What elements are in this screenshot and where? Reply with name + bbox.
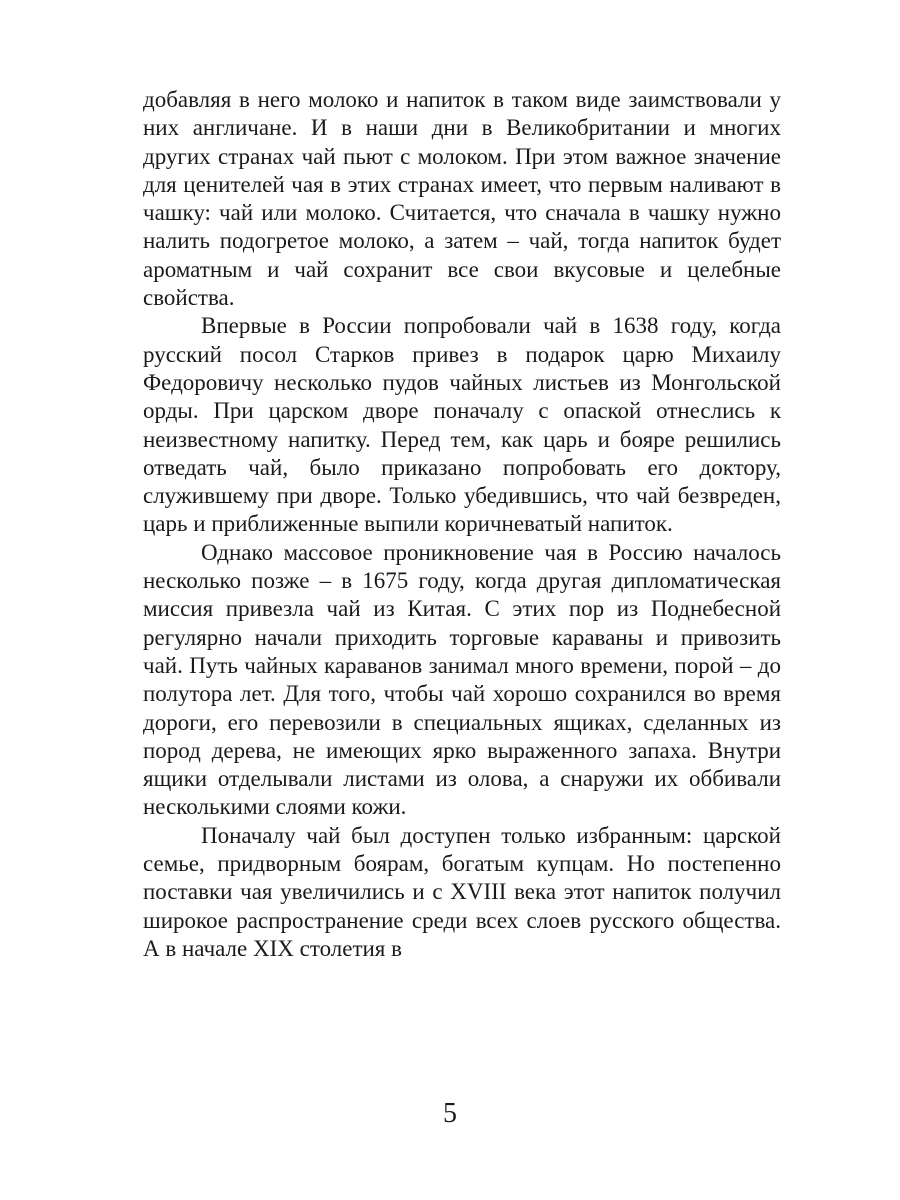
body-text bbox=[143, 86, 781, 963]
paragraph-spread: Поначалу чай был доступен только избранным: царской семье, придворным боярам, богатым купцам. Но постепенно поставки чая увеличились и с XVIII века этот напиток получил широкое распространение среди всех слоев русского общества. А в начале XIX столетия в bbox=[143, 822, 781, 961]
paragraph-continuation: добавляя в него молоко и напиток в таком виде заимствовали у них англичане. И в наши дни в Великобритании и многих других странах чай пьют с молоком. При этом важное значение для ценителей чая в этих странах имеет, что первым наливают в чашку: чай или молоко. Считается, что сначала в чашку нужно налить подогретое молоко, а затем – чай, тогда напиток будет ароматным и чай сохранит все свои вкусовые и целебные свойства. bbox=[143, 87, 781, 311]
paragraph-first-tea-in-russia: Впервые в России попробовали чай в 1638 году, когда русский посол Старков привез в подарок царю Михаилу Федоровичу несколько пудов чайных листьев из Монгольской орды. При царском дворе поначалу с опаской отнеслись к неизвестному напитку. Перед тем, как царь и бояре решились отведать чай, было приказано попробовать его доктору, служившему при дворе. Только убедившись, что чай безвреден, царь и приближенные выпили коричневатый напиток. bbox=[143, 313, 781, 537]
page-number: 5 bbox=[443, 1098, 457, 1129]
paragraph-mass-import: Однако массовое проникновение чая в Россию началось несколько позже – в 1675 году, когда другая дипломатическая миссия привезла чай из Китая. С этих пор из Поднебесной регулярно начали приходить торговые караваны и привозить чай. Путь чайных караванов занимал много времени, порой – до полутора лет. Для того, чтобы чай хорошо сохранился во время дороги, его перевозили в специальных ящиках, сделанных из пород дерева, не имеющих ярко выраженного запаха. Внутри ящики отделывали листами из олова, а снаружи их оббивали несколькими слоями кожи. bbox=[143, 539, 781, 820]
